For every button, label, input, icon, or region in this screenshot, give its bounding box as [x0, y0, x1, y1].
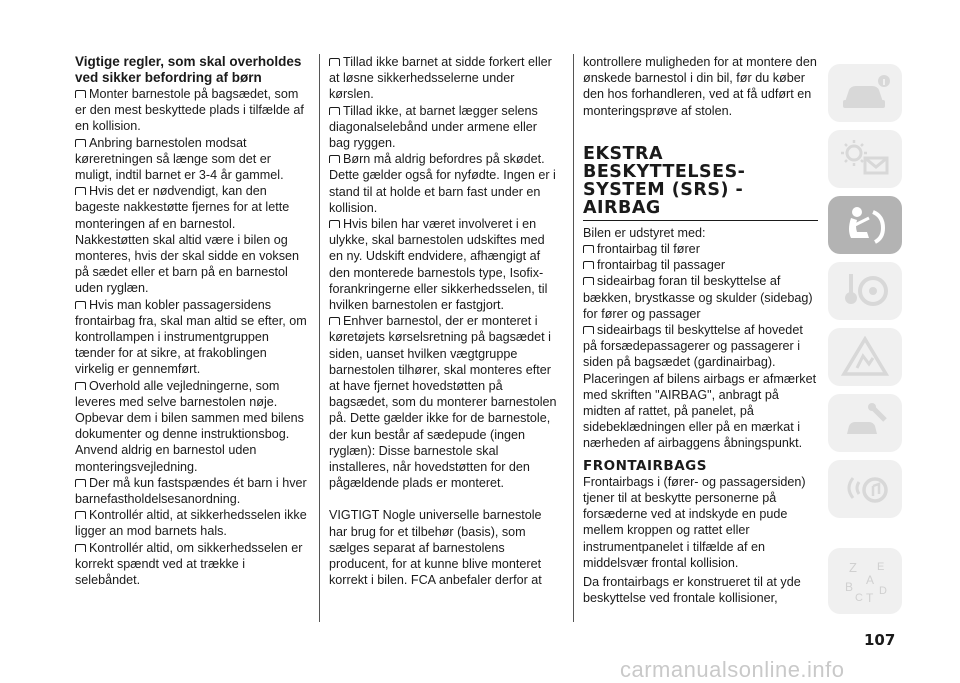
car-info-icon: [839, 72, 891, 114]
bullet-paragraph: Hvis det er nødvendigt, kan den bageste nakkestøtte fjernes for at lette monteringen af en barnestol. Nakkestøtten skal altid være i bilen og monteres, hvis der skal sidde en voksen på sædet eller et barn på en barnestol uden ryglæn.: [75, 183, 307, 296]
airbag-list-item: frontairbag til fører: [583, 241, 818, 257]
index-letter: Z: [849, 560, 857, 575]
equipped-intro: Bilen er udstyret med:: [583, 225, 706, 240]
seat-airbag-icon: [839, 204, 891, 246]
side-tab-starting-driving[interactable]: [828, 262, 902, 320]
bullet-paragraph: Kontrollér altid, at sikkerhedsselen ikke ligger an mod barnets hals.: [75, 508, 307, 539]
bullet-paragraph: Hvis bilen har været involveret i en ulykke, skal barnestolen udskiftes med en ny. Udskift endvidere, afhængigt af den monterede barnestols type, Isofix-forankringerne eller sikkerhedsselen, til hvilken barnestolen er fastgjort.: [329, 216, 561, 313]
column-1: [75, 54, 307, 588]
bullet-paragraph: Monter barnestole på bagsædet, som er den mest beskyttede plads i tilfælde af en kollision.: [75, 86, 307, 135]
column-2: [329, 54, 561, 589]
bullet-paragraph: Enhver barnestol, der er monteret i køretøjets kørselsretning på bagsædet i siden, uanset hvilken vægtgruppe barnestolen tilhører, skal monteres efter at have fjernet hovedstøtten på bagsædet, som du monterer barnestolen på. Dette gælder ikke for de barnestole, der kun består af sædepude (ingen ryglæn): Disse barnestole skal installeres, når hovedstøtten for den pågældende plads er monteret.: [329, 313, 561, 491]
side-tab-warning-lights[interactable]: [828, 130, 902, 188]
column-3: [583, 54, 818, 606]
media-icon: [839, 468, 891, 510]
side-tab-safety-active[interactable]: [828, 196, 902, 254]
bullet-paragraph: Hvis man kobler passagersidens frontairbag fra, skal man altid se efter, om kontrollampen i instrumentgruppen tænder for at sikre, at frakoblingen virkelig er gennemført.: [75, 297, 307, 377]
page-number: 107: [864, 631, 896, 649]
index-letter: C: [855, 592, 863, 604]
side-tab-emergency[interactable]: [828, 328, 902, 386]
frontairbag-paragraph: Da frontairbags er konstrueret til at yde beskyttelse ved frontale kollisioner,: [583, 575, 801, 606]
important-note: VIGTIGT Nogle universelle barnestole har brug for et tilbehør (basis), som sælges separat af barnestolens producent, for at kunne blive monteret korrekt i bilen. FCA anbefaler derfor at: [329, 508, 542, 588]
section-heading-child-safety: Vigtige regler, som skal overholdes ved sikker befordring af børn: [75, 54, 302, 85]
column-divider: [573, 54, 574, 622]
watermark: carmanualsonline.info: [620, 657, 845, 682]
bullet-paragraph: Anbring barnestolen modsat køreretningen så længe som det er muligt, indtil barnet er 3-4 år gammel.: [75, 135, 307, 184]
placement-paragraph: Placeringen af bilens airbags er afmærket med skriften "AIRBAG", anbragt på midten af rattet, på panelet, på sidebeklædningen eller på en mærkat i nærheden af airbaggens åbningspunkt.: [583, 371, 817, 451]
side-tab-car-info[interactable]: [828, 64, 902, 122]
bullet-paragraph: Overhold alle vejledningerne, som leveres med selve barnestolen nøje. Opbevar dem i bilen sammen med bilens dokumenter og denne instruktionsbog. Anvend aldrig en barnestol uden monteringsvejledning.: [75, 378, 307, 475]
bullet-paragraph: Kontrollér altid, om sikkerhedsselen er korrekt spændt ved at trække i selebåndet.: [75, 540, 307, 589]
bullet-paragraph: Børn må aldrig befordres på skødet. Dette gælder også for nyfødte. Ingen er i stand til at holde et barn fast under en kollision.: [329, 151, 561, 216]
airbag-list-item: sideairbag foran til beskyttelse af bækken, brystkasse og skulder (sidebag) for fører og passager: [583, 273, 818, 322]
index-letters-icon: [839, 557, 891, 605]
index-letter: E: [877, 561, 885, 573]
side-tab-maintenance[interactable]: [828, 394, 902, 452]
section-title-srs-airbag: EKSTRA BESKYTTELSES-SYSTEM (SRS) - AIRBAG: [583, 145, 818, 221]
side-tab-multimedia[interactable]: [828, 460, 902, 518]
key-steering-icon: [839, 270, 891, 312]
road-warning-icon: [839, 336, 891, 378]
continued-paragraph: kontrollere muligheden for at montere den ønskede barnestol i din bil, før du køber den hos forhandleren, ved at få udført en monteringsprøve af stolen.: [583, 55, 817, 118]
index-letter: D: [879, 585, 887, 597]
bullet-paragraph: Tillad ikke, at barnet lægger selens diagonalselebånd under armene eller bag ryggen.: [329, 103, 561, 152]
bullet-paragraph: Der må kun fastspændes ét barn i hver barnefastholdelsesanordning.: [75, 475, 307, 507]
index-letter: B: [845, 580, 854, 594]
warning-light-icon: [839, 138, 891, 180]
column-divider: [319, 54, 320, 622]
index-letter: A: [866, 573, 875, 587]
airbag-list-item: frontairbag til passager: [583, 257, 818, 273]
index-letter: T: [866, 591, 874, 605]
bullet-paragraph: Tillad ikke barnet at sidde forkert eller at løsne sikkerhedsselerne under kørslen.: [329, 54, 561, 103]
side-tab-index[interactable]: [828, 548, 902, 614]
wrench-car-icon: [839, 402, 891, 444]
subsection-title-frontairbags: FRONTAIRBAGS: [583, 457, 707, 474]
frontairbag-paragraph: Frontairbags i (fører- og passagersiden) tjener til at beskytte personerne på forsæderne ved at indskyde en pude mellem kroppen og rattet eller instrumentpanelet i tilfælde af en middelsvær frontal kollision.: [583, 474, 806, 570]
airbag-list-item: sideairbags til beskyttelse af hovedet på forsædepassagerer og passagerer i siden på bagsædet (gardinairbag).: [583, 322, 818, 371]
paragraph-gap: [329, 491, 561, 507]
